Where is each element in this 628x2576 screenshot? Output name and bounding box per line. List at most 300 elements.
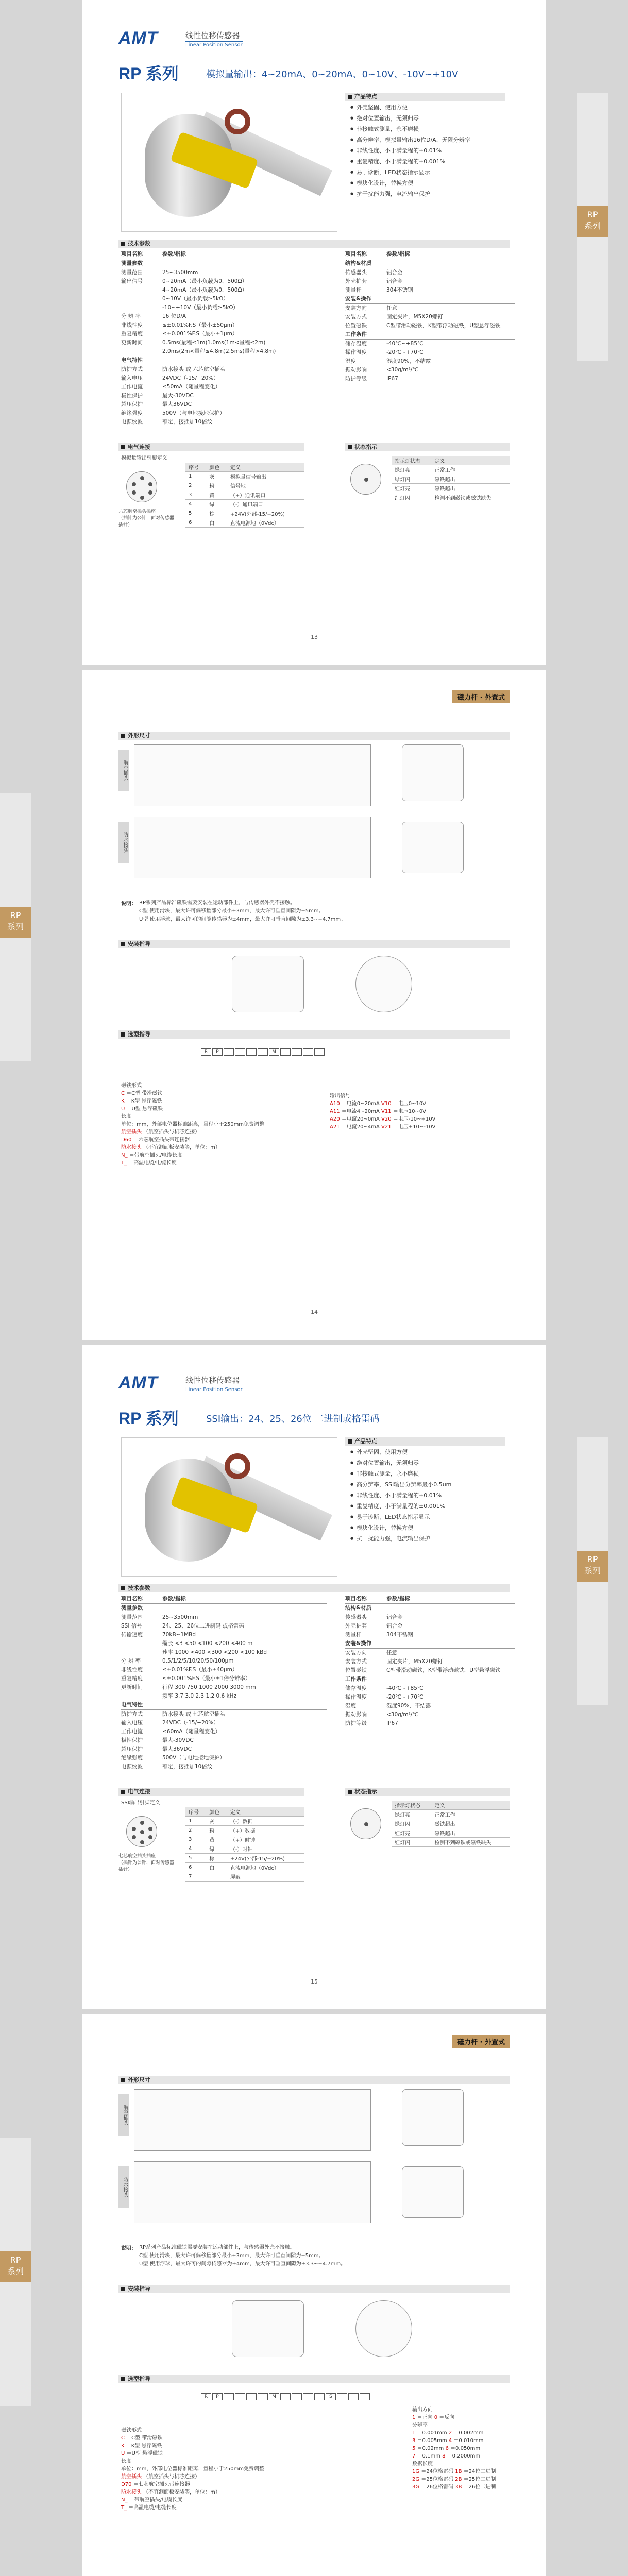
spec-value [162,356,327,365]
order-desc: ＝0.010mm [452,2438,484,2444]
led-icon [350,464,381,495]
order-code: K [121,1098,125,1104]
pin-cell: 白 [206,518,227,528]
spec-key: 防护等级 [345,376,367,382]
connector-icon [126,471,157,502]
spec-key: 测量杆 [345,1632,362,1638]
order-desc: ＝电流0~20mA [340,1101,381,1107]
order-desc: （不宜测面板安装等，单位：m） [142,1145,220,1150]
spec-value [386,295,515,303]
order-code: A21 [330,1124,340,1130]
feature-item: ● 重复精度、小于满量程的±0.001% [350,156,470,167]
order-desc: ＝0.005mm [415,2438,449,2444]
order-line [412,2468,496,2476]
spec-row [121,1736,327,1745]
order-code: 输出方向 [412,2407,433,2413]
spec-value: 速率 1000 <400 <300 <200 <100 kBd [162,1649,267,1655]
pin-cell: （+）时钟 [227,1835,304,1844]
order-desc: ＝C型 带滑磁铁 [124,2435,163,2441]
order-desc: ＝24位二进制 [462,2469,496,2475]
pin-cell: 绿 [206,1844,227,1854]
spec-key: 分 辨 率 [121,313,141,319]
spec-key: 测量参数 [121,260,143,266]
spec-value: <30g/m²/℃ [386,367,419,373]
spec-key: 极性保护 [121,393,143,399]
order-code: 2G [412,2477,420,2482]
spec-value: 行程 300 750 1000 2000 3000 mm [162,1684,256,1690]
spec-row [121,1595,327,1604]
category-badge: 磁力杆 · 外置式 [452,690,510,703]
spec-key: 储存温度 [345,1685,367,1691]
spec-row [121,312,327,321]
pin-cell: 黄 [206,1835,227,1844]
spec-row [345,277,515,286]
spec-value: 0.5ms(量程≤1m)1.0ms(1m<量程≤2m) [162,340,266,346]
order-code: 航空插头 [121,1129,142,1135]
spec-key: 输出信号 [121,278,143,284]
brand-logo: AMT [118,28,158,48]
note-line: C型 使用滑块，最大许可偏移量部分最小±3mm，最大许可垂直间隙为±5mm。 [139,2253,324,2259]
spec-value: 防水接头 或 七芯航空插头 [162,1711,226,1717]
order-code: V21 [381,1124,392,1130]
code-box [314,2393,325,2400]
order-desc: ＝C型 带滑磁铁 [124,1091,163,1096]
order-line [121,2434,264,2442]
order-line [412,2452,496,2460]
order-line [412,2460,496,2468]
order-code: 1 [412,2430,416,2436]
dim-heading: 外形尺寸 [118,732,510,740]
pin-cell: 6 [185,1863,206,1872]
spec-key: 非线性度 [121,1667,143,1673]
select-heading: 选型指导 [118,1030,510,1039]
spec-value: 最大-30VDC [162,393,194,399]
spec-row [121,418,327,427]
side-label-1: 航空插头 [118,2094,129,2136]
spec-row [121,1745,327,1754]
order-code: 长度 [121,2459,131,2464]
spec-value: -10~+10V（最小负载≥5kΩ） [162,304,239,311]
order-desc: ＝K型 悬浮磁铁 [124,2443,162,2449]
spec-row [345,340,515,348]
side-tab-label: RP 系列 [0,2251,31,2282]
pin-cell: 直流电源地（0Vdc） [227,1863,304,1872]
code-boxes [201,1048,326,1056]
code-box: S [326,2393,336,2400]
spec-value: ≤±0.01%F.S（最小±50μm） [162,322,238,328]
pin-cell: （+）数据 [227,1826,304,1835]
status-header [392,456,510,465]
feature-item: ● 易于诊断，LED状态指示显示 [350,167,470,178]
note-line: RP系列产品标准磁铁需要安装在运动部件上，与传感器外壳不接触。 [139,900,295,906]
spec-value: 铝合金 [386,1623,403,1629]
spec-value: 304不锈钢 [386,1632,413,1638]
spec-value: C型带滑动磁铁，K型带浮动磁铁，U型悬浮磁铁 [386,323,501,329]
order-code: U [121,1106,125,1112]
order-code: D70 [121,2482,132,2487]
code-box [280,2393,291,2400]
status-cell: 绿灯亮 [392,465,432,474]
spec-row [121,1719,327,1727]
pin-cell: 2 [185,481,206,490]
product-photo [121,1437,337,1577]
side-tab-label: RP 系列 [577,1551,608,1582]
order-desc: ＝六芯航空插头带连接器 [131,1137,190,1143]
spec-key: 安装&操作 [345,296,372,302]
spec-value: 固定夹片，M5X20螺钉 [386,1658,443,1665]
pin-cell: （+）通讯端口 [227,490,304,500]
spec-key: 振动影响 [345,1711,367,1718]
spec-row [121,1648,327,1657]
pin-cell: 3 [185,490,206,500]
elec-heading: 电气连接 [118,1788,304,1796]
spec-value: ≤60mA（随量程变化） [162,1728,221,1735]
spec-value: 频率 3.7 3.0 2.3 1.2 0.6 kHz [162,1693,237,1699]
spec-value: 参数/指标 [386,251,410,257]
spec-value: 25~3500mm [162,1614,198,1620]
page-number: 14 [311,1309,318,1315]
spec-value: 304不锈钢 [386,287,413,293]
spec-key: 防护方式 [121,1711,143,1717]
spec-value: 铝合金 [386,269,403,276]
spec-row [345,366,515,375]
note-label: 说明： [121,901,137,907]
spec-value: 固定夹片，M5X20螺钉 [386,314,443,320]
spec-value: 参数/指标 [386,1596,410,1602]
spec-row [121,268,327,277]
spec-row [121,259,327,268]
elec-subheading: SSI输出引脚定义 [121,1800,160,1806]
order-code: A20 [330,1116,340,1122]
elec-subheading: 模拟量输出引脚定义 [121,455,167,461]
spec-key: 项目名称 [121,1596,143,1602]
pin-row [185,1854,304,1863]
spec-key: 电源纹波 [121,419,143,425]
spec-row [121,338,327,347]
order-line [121,1121,264,1128]
feature-item: ● 外壳坚固、使用方便 [350,102,470,113]
spec-row [345,330,515,340]
order-code: 防水接头 [121,1145,142,1150]
pin-cell: 1 [185,1817,206,1826]
spec-key: 分 辨 率 [121,1658,141,1664]
pin-header-cell: 颜色 [206,1807,227,1817]
code-box [292,1048,302,1056]
spec-row [345,1613,515,1622]
spec-value [386,330,515,339]
spec-value: 任意 [386,1650,397,1656]
spec-value: 500V（与电地接地保护） [162,1755,225,1761]
pin-row [185,1817,304,1826]
spec-value: 任意 [386,305,397,311]
elec-heading: 电气连接 [118,443,304,451]
spec-row [121,250,327,259]
notes [139,899,346,924]
spec-value: -20℃~+70℃ [386,1694,423,1700]
spec-value: 0~20mA（最小负载为0，500Ω） [162,278,247,284]
order-desc: ＝0.02mm [415,2446,446,2451]
spec-row [121,1683,327,1692]
code-box [280,1048,291,1056]
page-subtitle: SSI输出：24、25、26位 二进制或格雷码 [206,1414,380,1425]
status-cell: 磁铁超出 [432,474,511,484]
order-line [330,1123,435,1131]
order-code: V20 [381,1116,392,1122]
pin-row [185,1872,304,1882]
spec-value [386,259,515,268]
spec-row [121,330,327,338]
order-line [121,1113,264,1121]
spec-row [345,1657,515,1666]
feature-item: ● 模块化设计，替换方便 [350,178,470,189]
order-code: 4 [448,2438,452,2444]
pin-cell: 绿 [206,500,227,509]
install-drawing-1 [232,956,304,1012]
spec-row [121,1657,327,1666]
pin-cell: 6 [185,518,206,528]
order-line [412,2414,496,2421]
order-line [121,2427,264,2434]
pin-row [185,509,304,518]
plug-caption: 七芯航空插头插座 （插针为公针，面对传感器插针） [118,1854,175,1872]
order-desc: ＝电流20~0mA [340,1116,381,1122]
status-heading: 状态指示 [345,1788,510,1796]
pin-header-cell: 颜色 [206,463,227,472]
spec-key [121,303,162,312]
pin-table [185,1807,304,1882]
spec-row [345,1639,515,1649]
order-code: 输出信号 [330,1093,350,1099]
brand-en: Linear Position Sensor [185,1387,243,1393]
spec-key: 电气特性 [121,357,143,363]
brand-logo: AMT [118,1373,158,1393]
pin-header-cell: 定义 [227,463,304,472]
spec-row [345,1631,515,1639]
spec-row [345,1719,515,1728]
spec-value: 0.5/1/2/5/10/20/50/100μm [162,1658,234,1664]
order-line [121,1082,264,1090]
order-line [412,2406,496,2414]
pin-row [185,481,304,490]
order-desc: ＝电压-10~+10V [391,1116,436,1122]
spec-key: 更新时间 [121,340,143,346]
page-2 [7,670,546,1340]
pin-cell: 屏蔽 [227,1872,304,1882]
spec-row [345,1684,515,1693]
note-label: 说明： [121,2246,137,2251]
code-box [224,2393,234,2400]
spec-row [345,286,515,295]
pin-cell: 白 [206,1863,227,1872]
order-line [412,2483,496,2491]
side-tab [0,793,31,1061]
spec-row [345,375,515,383]
status-row [392,1828,510,1838]
order-desc: ＝正向 [415,2415,434,2420]
features-heading: 产品特点 [345,1437,505,1446]
order-desc: ＝26位格雷码 [419,2484,455,2490]
spec-value: 缆长 <3 <50 <100 <200 <400 m [162,1640,253,1647]
status-row [392,493,510,502]
spec-value: ≤±0.001%F.S（最小±1倍分辨率） [162,1675,251,1682]
status-cell: 绿灯亮 [392,1810,432,1819]
order-line [121,1105,264,1113]
spec-key: 工作电流 [121,384,143,390]
spec-value: IP67 [386,1720,398,1726]
code-box [258,1048,268,1056]
spec-key [121,1692,162,1701]
order-code: 磁铁形式 [121,1083,142,1089]
pin-cell: 棕 [206,509,227,518]
spec-key [121,295,162,303]
pin-header [185,1807,304,1817]
order-code: 磁铁形式 [121,2428,142,2433]
spec-value: -20℃~+70℃ [386,349,423,355]
pin-cell: 粉 [206,1826,227,1835]
page-title: RP 系列 [118,1409,179,1428]
status-row [392,1819,510,1828]
spec-key: 工作电流 [121,1728,143,1735]
spec-key: 防护方式 [121,366,143,372]
spec-key: 操作温度 [345,349,367,355]
spec-value [386,1639,515,1648]
code-boxes [201,2393,371,2401]
order-right [330,1092,435,1131]
code-box [246,2393,257,2400]
order-left [121,2427,264,2512]
pin-cell: 4 [185,500,206,509]
order-code: 1G [412,2469,420,2475]
category-badge: 磁力杆 · 外置式 [452,2035,510,2048]
status-cell: 正常工作 [432,465,511,474]
order-code: 分辨率 [412,2422,428,2428]
spec-row [345,259,515,268]
status-cell: 绿灯闪 [392,474,432,484]
order-code: 0 [434,2415,438,2420]
status-cell: 磁铁超出 [432,1828,511,1838]
spec-row [121,409,327,418]
spec-value: -40℃~+85℃ [386,1685,423,1691]
pin-row [185,1826,304,1835]
spec-key: 测量参数 [121,1605,143,1611]
order-desc: ＝电流20~4mA [340,1124,381,1130]
order-desc: （不宜测面板安装等，单位：m） [142,2489,220,2495]
order-desc: ＝U型 悬浮磁铁 [125,1106,163,1112]
code-box [246,1048,257,1056]
status-row [392,1838,510,1847]
spec-value: 参数/指标 [162,251,186,257]
pin-cell: 灰 [206,1817,227,1826]
status-row [392,1810,510,1819]
order-code: A10 [330,1101,340,1107]
spec-row [345,357,515,366]
spec-row [345,1693,515,1702]
spec-key: 安装方向 [345,305,367,311]
status-header-cell: 指示灯状态 [392,456,432,465]
order-line [121,1090,264,1097]
spec-row [121,1754,327,1762]
spec-value: 额定，接插加10倍纹 [162,419,213,425]
pin-cell: +24V(外部-15/+20%) [227,509,304,518]
note-line: RP系列产品标准磁铁需要安装在运动部件上，与传感器外壳不接触。 [139,2245,295,2250]
order-desc: ＝26位二进制 [462,2484,496,2490]
side-tab [577,93,608,361]
status-cell: 检测不到磁铁或磁铁缺失 [432,1838,511,1847]
order-code: 航空插头 [121,2474,142,2480]
code-box: P [212,2393,223,2400]
order-code: C [121,1091,125,1096]
side-label-2: 防水接头 [118,2166,129,2208]
spec-value: -40℃~+85℃ [386,341,423,347]
spec-key: 项目名称 [345,1596,367,1602]
side-tab-label: RP 系列 [577,206,608,237]
status-heading: 状态指示 [345,443,510,451]
order-desc: ＝0.001mm [415,2430,449,2436]
spec-key: 安装&操作 [345,1640,372,1647]
order-line [121,1136,264,1144]
order-line [330,1092,435,1100]
spec-key: 结构&材质 [345,260,372,266]
spec-key: 重复精度 [121,1675,143,1682]
spec-key: 项目名称 [121,251,143,257]
notes [139,2244,346,2268]
spec-key [121,286,162,295]
order-line [412,2437,496,2445]
page-number: 15 [311,1978,318,1985]
order-line [412,2445,496,2452]
code-box: M [269,2393,279,2400]
status-table [392,1801,510,1847]
status-cell: 绿灯闪 [392,1819,432,1828]
spec-row [345,1622,515,1631]
spec-value: 额定，接插加10倍纹 [162,1764,213,1770]
order-code: V11 [381,1109,392,1114]
spec-key: 项目名称 [345,251,367,257]
spec-key: 测量杆 [345,287,362,293]
dim-heading: 外形尺寸 [118,2076,510,2084]
order-code: 8 [442,2453,446,2459]
spec-key: 安装方向 [345,1650,367,1656]
pin-row [185,1835,304,1844]
page-4 [7,2014,546,2576]
order-desc: ＝高温电缆/电缆长度 [127,1160,177,1166]
spec-value: 铝合金 [386,278,403,284]
order-code: 1B [455,2469,462,2475]
pin-cell: 5 [185,1854,206,1863]
brand-cn: 线性位移传感器 [185,31,240,40]
drawing-waterproof [134,817,371,878]
order-code: 3B [455,2484,462,2490]
pin-cell: 4 [185,1844,206,1854]
order-desc: ＝0.1mm [415,2453,443,2459]
status-cell: 红灯亮 [392,1828,432,1838]
order-code: 2 [448,2430,452,2436]
pin-cell: 2 [185,1826,206,1835]
feature-list [350,102,470,199]
install-drawing-1 [232,2300,304,2357]
pin-cell: 3 [185,1835,206,1844]
order-line [330,1115,435,1123]
status-cell: 检测不到磁铁或磁铁缺失 [432,493,511,502]
order-code: N_ [121,2497,128,2503]
spec-left [121,250,327,427]
status-row [392,465,510,474]
order-code: D60 [121,1137,132,1143]
spec-key: 安装方式 [345,1658,367,1665]
spec-value: ≤±0.001%F.S（最小±1μm） [162,331,238,337]
page-subtitle: 模拟量输出：4~20mA、0~20mA、0~10V、-10V~+10V [206,69,459,80]
spec-value: 参数/指标 [162,1596,186,1602]
